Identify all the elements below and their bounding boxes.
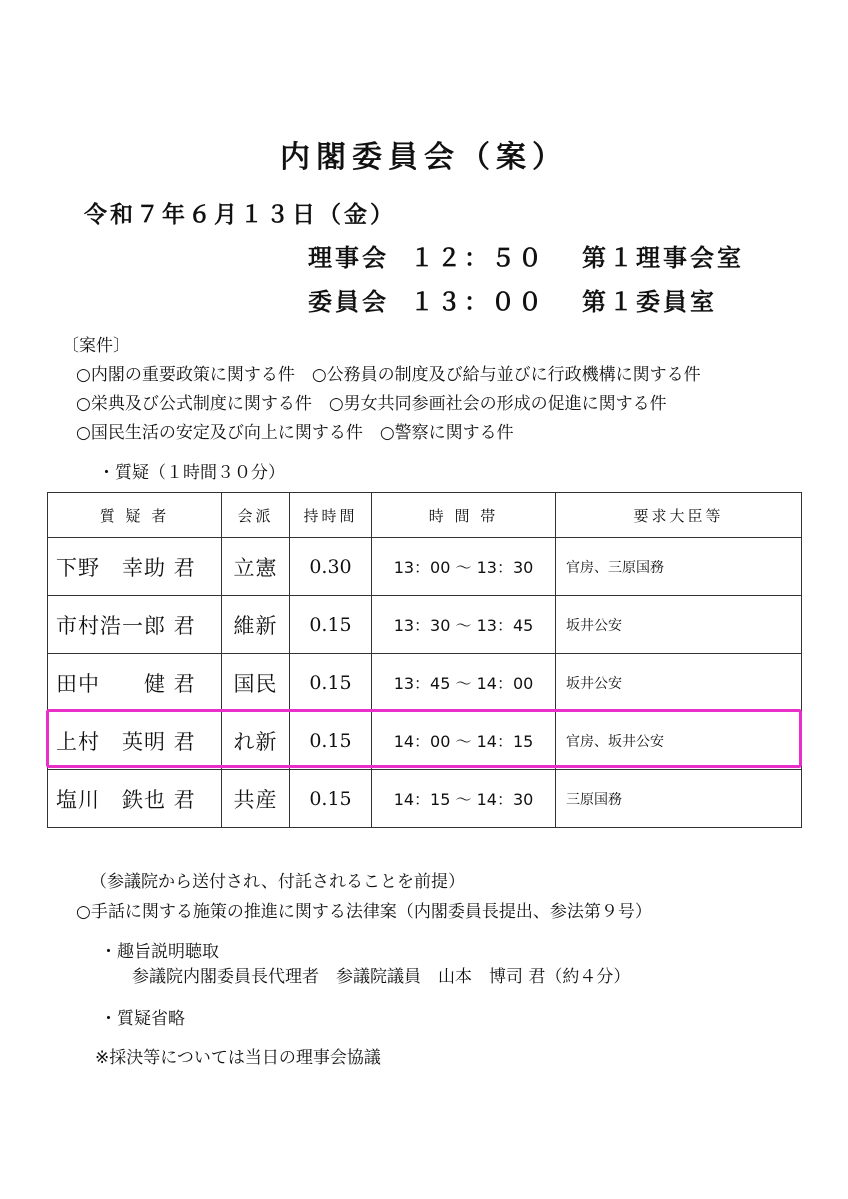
meeting-room: 第１理事会室: [582, 244, 744, 272]
ministers: 官房、三原国務: [556, 538, 802, 596]
vote-note: ※採決等については当日の理事会協議: [95, 1048, 381, 1068]
header-duration: 持時間: [290, 493, 372, 538]
party: 維新: [222, 596, 290, 654]
bill-note: （参議院から送付され、付託されることを前提）: [90, 872, 466, 892]
meeting-line-board: [308, 238, 744, 273]
qa-heading: ・質疑（１時間３０分）: [98, 463, 285, 483]
table-row: [48, 596, 802, 654]
party: 国民: [222, 654, 290, 712]
duration: 0.15: [290, 770, 372, 828]
agenda-item: ○国民生活の安定及び向上に関する件 ○警察に関する件: [76, 423, 514, 443]
time-slot: 14：15 〜 14：30: [372, 770, 556, 828]
header-questioner: 質 疑 者: [48, 493, 222, 538]
header-time-slot: 時 間 帯: [372, 493, 556, 538]
questioner-name: 上村 英明 君: [48, 712, 222, 770]
agenda-heading: 〔案件〕: [62, 336, 130, 356]
explanation-detail: 参議院内閣委員長代理者 参議院議員 山本 博司 君（約４分）: [132, 967, 631, 987]
qa-omitted: ・質疑省略: [100, 1009, 185, 1029]
meeting-name: 委員会: [308, 288, 389, 316]
table-row: [48, 770, 802, 828]
table-row: [48, 654, 802, 712]
questioner-table: [47, 492, 802, 828]
document-title: 内閣委員会（案）: [280, 140, 568, 175]
meeting-line-committee: [308, 282, 717, 317]
ministers: 三原国務: [556, 770, 802, 828]
meeting-room: 第１委員室: [582, 288, 717, 316]
questioner-name: 市村浩一郎 君: [48, 596, 222, 654]
meeting-name: 理事会: [308, 244, 389, 272]
ministers: 坂井公安: [556, 654, 802, 712]
duration: 0.15: [290, 654, 372, 712]
table-row-highlighted: [48, 712, 802, 770]
meeting-time: １３：００: [410, 288, 545, 316]
party: 共産: [222, 770, 290, 828]
bill-title: ○手話に関する施策の推進に関する法律案（内閣委員長提出、参法第９号）: [76, 902, 652, 922]
questioner-name: 下野 幸助 君: [48, 538, 222, 596]
party: れ新: [222, 712, 290, 770]
table-header-row: [48, 493, 802, 538]
agenda-item: ○内閣の重要政策に関する件 ○公務員の制度及び給与並びに行政機構に関する件: [76, 365, 701, 385]
questioner-name: 田中 健 君: [48, 654, 222, 712]
table-row: [48, 538, 802, 596]
explanation-heading: ・趣旨説明聴取: [100, 942, 219, 962]
duration: 0.30: [290, 538, 372, 596]
header-party: 会派: [222, 493, 290, 538]
time-slot: 13：30 〜 13：45: [372, 596, 556, 654]
time-slot: 13：45 〜 14：00: [372, 654, 556, 712]
ministers: 官房、坂井公安: [556, 712, 802, 770]
questioner-name: 塩川 鉄也 君: [48, 770, 222, 828]
meeting-date: 令和７年６月１３日（金）: [84, 202, 396, 228]
duration: 0.15: [290, 596, 372, 654]
header-ministers: 要求大臣等: [556, 493, 802, 538]
time-slot: 13：00 〜 13：30: [372, 538, 556, 596]
duration: 0.15: [290, 712, 372, 770]
time-slot: 14：00 〜 14：15: [372, 712, 556, 770]
ministers: 坂井公安: [556, 596, 802, 654]
party: 立憲: [222, 538, 290, 596]
agenda-item: ○栄典及び公式制度に関する件 ○男女共同参画社会の形成の促進に関する件: [76, 394, 667, 414]
meeting-time: １２：５０: [410, 244, 545, 272]
